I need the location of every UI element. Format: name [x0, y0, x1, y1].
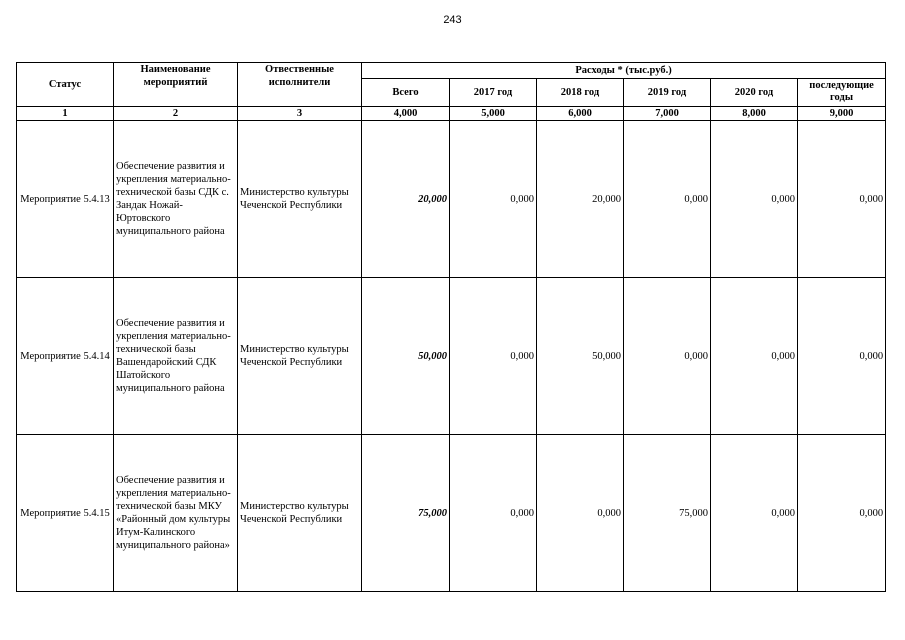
row-status: Мероприятие 5.4.14: [17, 278, 114, 435]
row-name: Обеспечение развития и укрепления материально-технической базы МКУ «Районный дом культуры Итум-Калинского муниципального района»: [114, 435, 238, 592]
row-status: Мероприятие 5.4.15: [17, 435, 114, 592]
row-value-2017: 0,000: [450, 435, 537, 592]
column-number: 1: [17, 107, 114, 121]
row-value-2019: 0,000: [624, 121, 711, 278]
column-number: 4,000: [362, 107, 450, 121]
row-total: 50,000: [362, 278, 450, 435]
column-number: 8,000: [711, 107, 798, 121]
column-number: 6,000: [537, 107, 624, 121]
column-number: 5,000: [450, 107, 537, 121]
row-value-subsequent: 0,000: [798, 435, 886, 592]
header-name: Наименование мероприятий: [114, 63, 238, 107]
row-value-subsequent: 0,000: [798, 121, 886, 278]
row-value-2018: 0,000: [537, 435, 624, 592]
header-year-2018: 2018 год: [537, 79, 624, 107]
column-number: 2: [114, 107, 238, 121]
column-number: 7,000: [624, 107, 711, 121]
row-value-2020: 0,000: [711, 435, 798, 592]
row-name: Обеспечение развития и укрепления материально-технической базы Вашендаройский СДК Шатойского муниципального района: [114, 278, 238, 435]
row-value-2017: 0,000: [450, 121, 537, 278]
row-value-2020: 0,000: [711, 121, 798, 278]
table-row: [17, 121, 886, 278]
row-value-2018: 50,000: [537, 278, 624, 435]
column-numbers-row: [17, 107, 886, 121]
row-status: Мероприятие 5.4.13: [17, 121, 114, 278]
row-name: Обеспечение развития и укрепления материально-технической базы СДК с. Зандак Ножай-Юртовского муниципального района: [114, 121, 238, 278]
row-total: 20,000: [362, 121, 450, 278]
row-executor: Министерство культуры Чеченской Республики: [238, 435, 362, 592]
row-value-subsequent: 0,000: [798, 278, 886, 435]
table-row: [17, 278, 886, 435]
column-number: 3: [238, 107, 362, 121]
page-number: 243: [443, 14, 462, 26]
row-value-2019: 75,000: [624, 435, 711, 592]
header-year-2019: 2019 год: [624, 79, 711, 107]
column-number: 9,000: [798, 107, 886, 121]
row-executor: Министерство культуры Чеченской Республики: [238, 121, 362, 278]
expenses-table: [16, 62, 886, 592]
row-value-2017: 0,000: [450, 278, 537, 435]
row-value-2019: 0,000: [624, 278, 711, 435]
header-year-total: Всего: [362, 79, 450, 107]
table-row: [17, 435, 886, 592]
row-total: 75,000: [362, 435, 450, 592]
header-year-subsequent: последующие годы: [798, 79, 886, 107]
header-year-2020: 2020 год: [711, 79, 798, 107]
header-status: Статус: [17, 63, 114, 107]
header-expenses: Расходы * (тыс.руб.): [362, 63, 886, 79]
header-executors: Отвественные исполнители: [238, 63, 362, 107]
header-year-2017: 2017 год: [450, 79, 537, 107]
row-value-2020: 0,000: [711, 278, 798, 435]
row-executor: Министерство культуры Чеченской Республики: [238, 278, 362, 435]
row-value-2018: 20,000: [537, 121, 624, 278]
